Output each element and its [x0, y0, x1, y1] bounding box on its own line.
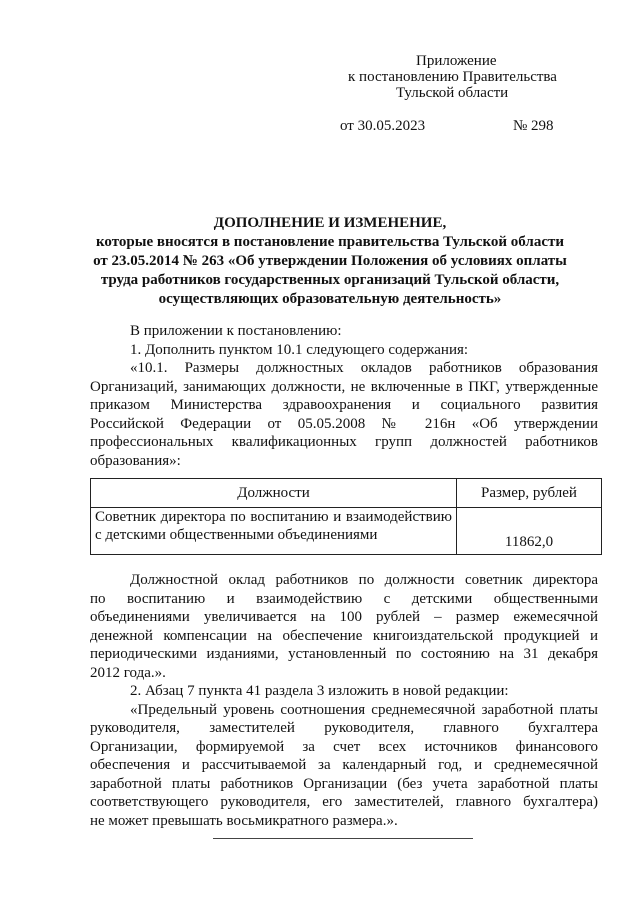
paragraph-line: обеспечения и рассчитываемой за календарный год, и среднемесячной [90, 757, 598, 773]
paragraph-line: соответствующего руководителя, его заместителей, главного бухгалтера) [90, 794, 598, 810]
paragraph: В приложении к постановлению: [130, 323, 342, 339]
paragraph-line: не может превышать восьмикратного размера.». [90, 812, 398, 829]
paragraph-line: периодическими изданиями, установленный по состоянию на 31 декабря [90, 646, 598, 662]
paragraph-line: денежной компенсации на обеспечение книгоиздательской продукцией и [90, 627, 598, 644]
after-table-section [90, 571, 598, 682]
paragraph-line: 2012 года.». [90, 664, 166, 681]
paragraph-line: «10.1. Размеры должностных окладов работников образования [130, 360, 598, 376]
paragraph-line: по воспитанию и взаимодействию с детскими общественными [90, 590, 598, 607]
paragraph-line: заработной платы работников Организации (без учета заработной платы [90, 775, 598, 792]
position-line: с детскими общественными объединениями [95, 527, 378, 543]
document-title [60, 214, 600, 309]
intro-section [90, 322, 598, 470]
table-header-row [91, 479, 602, 508]
item2-section [90, 682, 598, 830]
positions-table [90, 478, 602, 555]
paragraph-line: Организаций, занимающих должности, не включенные в ПКГ, утвержденные [90, 378, 598, 395]
title-line: труда работников государственных организаций Тульской области, [100, 272, 560, 288]
title-line: ДОПОЛНЕНИЕ И ИЗМЕНЕНИЕ, [213, 215, 447, 231]
table-header-cell: Размер, рублей [457, 479, 602, 508]
appendix-line: Тульской области [396, 85, 509, 101]
paragraph-line: Организации, формируемой за счет всех источников финансового [90, 738, 598, 755]
paragraph-line: Должностной оклад работников по должности советник директора [130, 572, 598, 588]
appendix-line: к постановлению Правительства [348, 69, 557, 85]
amount-cell: 11862,0 [457, 508, 602, 555]
position-line: Советник директора по воспитанию и взаимодействию [95, 509, 452, 525]
title-line: осуществляющих образовательную деятельность» [158, 291, 502, 307]
paragraph: 2. Абзац 7 пункта 41 раздела 3 изложить в новой редакции: [130, 683, 509, 699]
title-line: от 23.05.2014 № 263 «Об утверждении Положения об условиях оплаты [93, 253, 567, 269]
paragraph-line: приказом Министерства здравоохранения и социального развития [90, 397, 598, 413]
paragraph-line: профессиональных квалификационных групп должностей работников [90, 434, 598, 450]
appendix-line: Приложение [416, 53, 497, 69]
table-header-cell: Должности [91, 479, 457, 508]
paragraph-line: «Предельный уровень соотношения среднемесячной заработной платы [130, 701, 598, 718]
resolution-number: № 298 [513, 118, 554, 134]
table-row [91, 508, 602, 555]
closing-divider [213, 838, 473, 839]
title-line: которые вносятся в постановление правительства Тульской области [95, 234, 565, 250]
paragraph-line: объединениями увеличивается на 100 рублей – размер ежемесячной [90, 609, 598, 625]
paragraph-line: образования»: [90, 452, 181, 469]
paragraph-line: Российской Федерации от 05.05.2008 № 216н «Об утверждении [90, 415, 598, 432]
appendix-block [320, 53, 620, 101]
resolution-date: от 30.05.2023 [340, 118, 426, 134]
paragraph-line: руководителя, заместителей руководителя, главного бухгалтера [90, 720, 598, 736]
position-cell [91, 508, 457, 555]
paragraph: 1. Дополнить пунктом 10.1 следующего содержания: [130, 341, 469, 358]
